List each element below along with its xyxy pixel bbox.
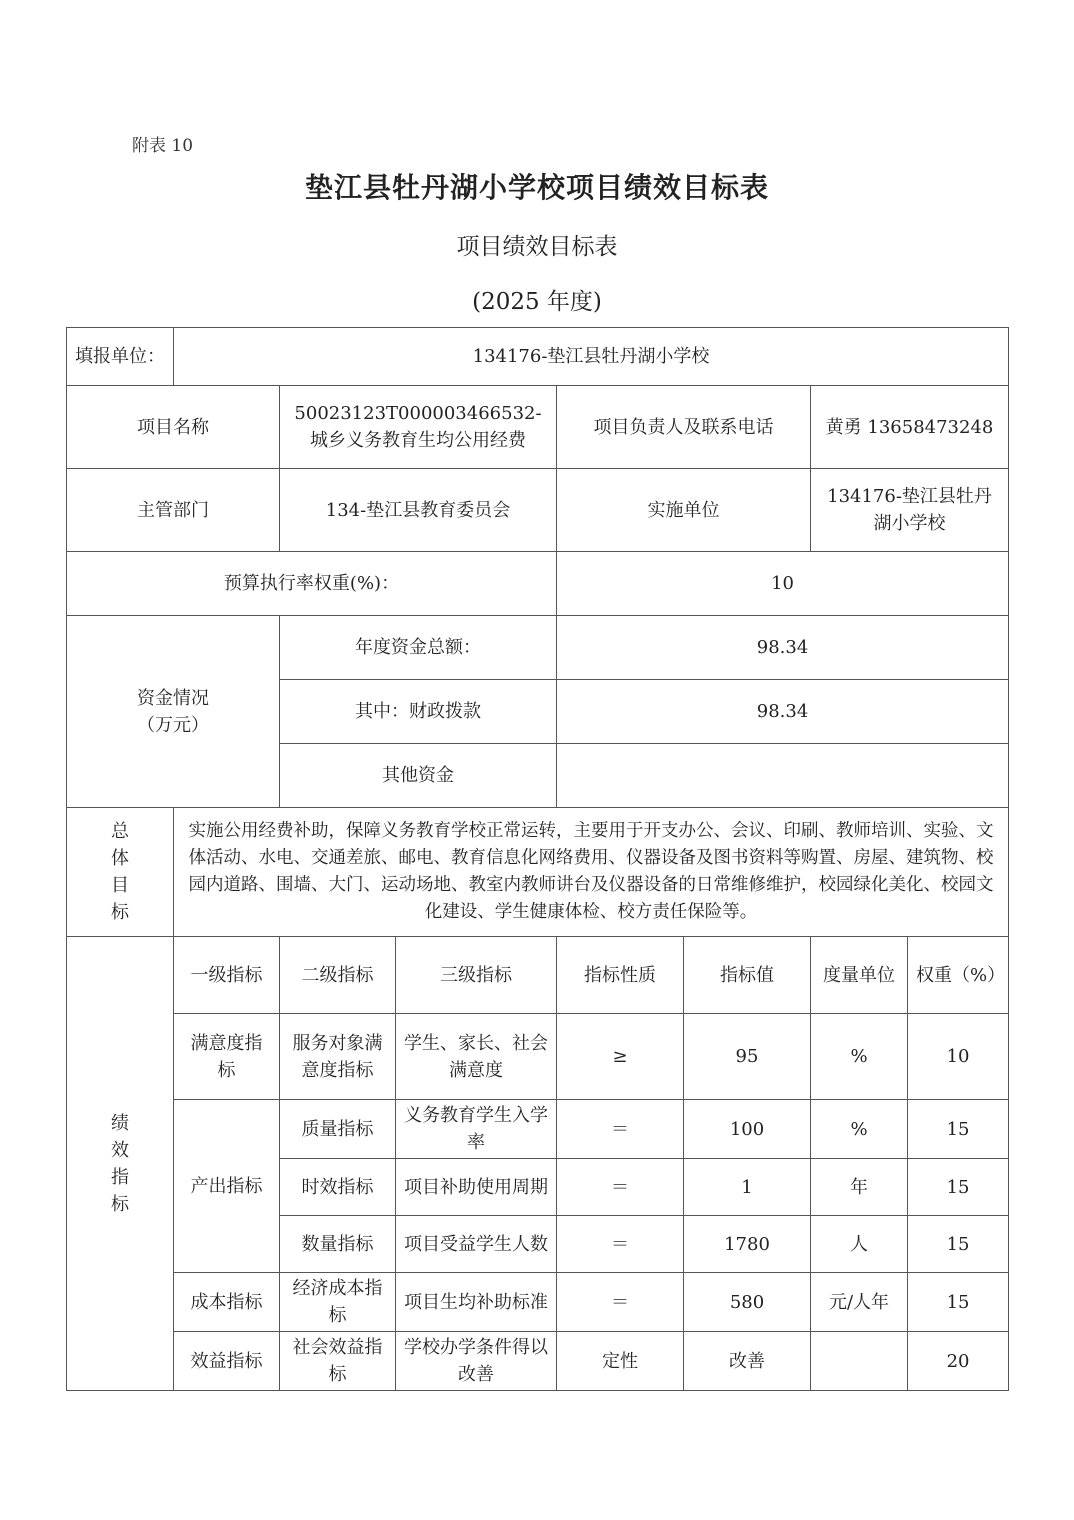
nature-cell: 定性 (557, 1332, 684, 1391)
department-row (67, 469, 1009, 552)
level2-cell: 时效指标 (280, 1159, 396, 1216)
annex-label: 附表 10 (132, 136, 194, 156)
header-level3: 三级指标 (396, 937, 557, 1014)
indicators-label-char: 指 (111, 1166, 129, 1188)
dept-label: 主管部门 (67, 469, 280, 552)
project-name-label: 项目名称 (67, 386, 280, 469)
funds-label (67, 616, 280, 808)
level1-cell: 满意度指标 (174, 1014, 280, 1100)
table-row (67, 1273, 1009, 1332)
funds-label-line1: 资金情况 (137, 687, 209, 709)
header-unit: 度量单位 (811, 937, 908, 1014)
funds-other-value (557, 744, 1009, 808)
funds-label-line2: （万元） (137, 714, 209, 736)
funds-row (67, 616, 1009, 680)
nature-cell: ≥ (557, 1014, 684, 1100)
goal-label-char: 标 (111, 902, 129, 923)
nature-cell: ＝ (557, 1159, 684, 1216)
unit-cell: % (811, 1014, 908, 1100)
nature-cell: ＝ (557, 1216, 684, 1273)
level2-cell: 质量指标 (280, 1100, 396, 1159)
level1-cell: 效益指标 (174, 1332, 280, 1391)
weight-cell: 15 (908, 1273, 1009, 1332)
unit-label: 填报单位： (67, 328, 174, 386)
project-row (67, 386, 1009, 469)
nature-cell: ＝ (557, 1100, 684, 1159)
page-title: 垫江县牡丹湖小学校项目绩效目标表 (304, 171, 769, 204)
unit-value: 134176-垫江县牡丹湖小学校 (174, 328, 1009, 386)
leader-value: 黄勇 13658473248 (811, 386, 1009, 469)
funds-total-value: 98.34 (557, 616, 1009, 680)
impl-label: 实施单位 (557, 469, 811, 552)
funds-total-label: 年度资金总额： (280, 616, 557, 680)
header-level2: 二级指标 (280, 937, 396, 1014)
goal-text: 实施公用经费补助，保障义务教育学校正常运转，主要用于开支办公、会议、印刷、教师培训、实验、文体活动、水电、交通差旅、邮电、教育信息化网络费用、仪器设备及图书资料等购置、房屋、建筑物、校园内道路、围墙、大门、运动场地、教室内教师讲台及仪器设备的日常维修维护，校园绿化美化、校园文化建设、学生健康体检、校方责任保险等。 (174, 808, 1009, 937)
header-value: 指标值 (684, 937, 811, 1014)
weight-cell: 15 (908, 1216, 1009, 1273)
unit-cell: 人 (811, 1216, 908, 1273)
weight-cell: 15 (908, 1159, 1009, 1216)
budget-rate-label: 预算执行率权重(%)： (67, 552, 557, 616)
header-level1: 一级指标 (174, 937, 280, 1014)
budget-rate-value: 10 (557, 552, 1009, 616)
value-cell: 改善 (684, 1332, 811, 1391)
indicators-label-char: 标 (111, 1193, 129, 1215)
leader-label: 项目负责人及联系电话 (557, 386, 811, 469)
goal-label-char: 体 (111, 848, 129, 869)
goal-label-char: 目 (111, 875, 129, 896)
project-name-value: 50023123T000003466532-城乡义务教育生均公用经费 (280, 386, 557, 469)
level1-cell: 成本指标 (174, 1273, 280, 1332)
weight-cell: 10 (908, 1014, 1009, 1100)
level2-cell: 经济成本指标 (280, 1273, 396, 1332)
level3-cell: 学校办学条件得以改善 (396, 1332, 557, 1391)
unit-cell: 元/人年 (811, 1273, 908, 1332)
table-row (67, 1332, 1009, 1391)
header-weight: 权重（%） (908, 937, 1009, 1014)
goal-label (67, 808, 174, 937)
nature-cell: ＝ (557, 1273, 684, 1332)
fiscal-year: (2025 年度) (472, 289, 602, 315)
value-cell: 1 (684, 1159, 811, 1216)
dept-value: 134-垫江县教育委员会 (280, 469, 557, 552)
value-cell: 100 (684, 1100, 811, 1159)
unit-cell: 年 (811, 1159, 908, 1216)
level3-cell: 项目受益学生人数 (396, 1216, 557, 1273)
impl-value: 134176-垫江县牡丹湖小学校 (811, 469, 1009, 552)
table-row (67, 1100, 1009, 1159)
level2-cell: 服务对象满意度指标 (280, 1014, 396, 1100)
indicators-label-char: 效 (111, 1139, 129, 1161)
funds-fiscal-label: 其中：财政拨款 (280, 680, 557, 744)
indicators-label-char: 绩 (111, 1112, 129, 1134)
unit-cell (811, 1332, 908, 1391)
value-cell: 580 (684, 1273, 811, 1332)
level3-cell: 项目生均补助标准 (396, 1273, 557, 1332)
level2-cell: 社会效益指标 (280, 1332, 396, 1391)
level2-cell: 数量指标 (280, 1216, 396, 1273)
value-cell: 95 (684, 1014, 811, 1100)
unit-cell: % (811, 1100, 908, 1159)
header-nature: 指标性质 (557, 937, 684, 1014)
value-cell: 1780 (684, 1216, 811, 1273)
table-row (67, 1014, 1009, 1100)
funds-other-label: 其他资金 (280, 744, 557, 808)
goal-row (67, 808, 1009, 937)
funds-fiscal-value: 98.34 (557, 680, 1009, 744)
level3-cell: 项目补助使用周期 (396, 1159, 557, 1216)
unit-row (67, 328, 1009, 386)
indicator-header-row (67, 937, 1009, 1014)
goal-label-char: 总 (111, 821, 129, 842)
weight-cell: 20 (908, 1332, 1009, 1391)
level3-cell: 学生、家长、社会满意度 (396, 1014, 557, 1100)
page-subtitle: 项目绩效目标表 (456, 234, 618, 260)
performance-target-table (66, 327, 1009, 1391)
level3-cell: 义务教育学生入学率 (396, 1100, 557, 1159)
level1-cell: 产出指标 (174, 1100, 280, 1273)
indicators-label (67, 937, 174, 1391)
weight-cell: 15 (908, 1100, 1009, 1159)
budget-rate-row (67, 552, 1009, 616)
